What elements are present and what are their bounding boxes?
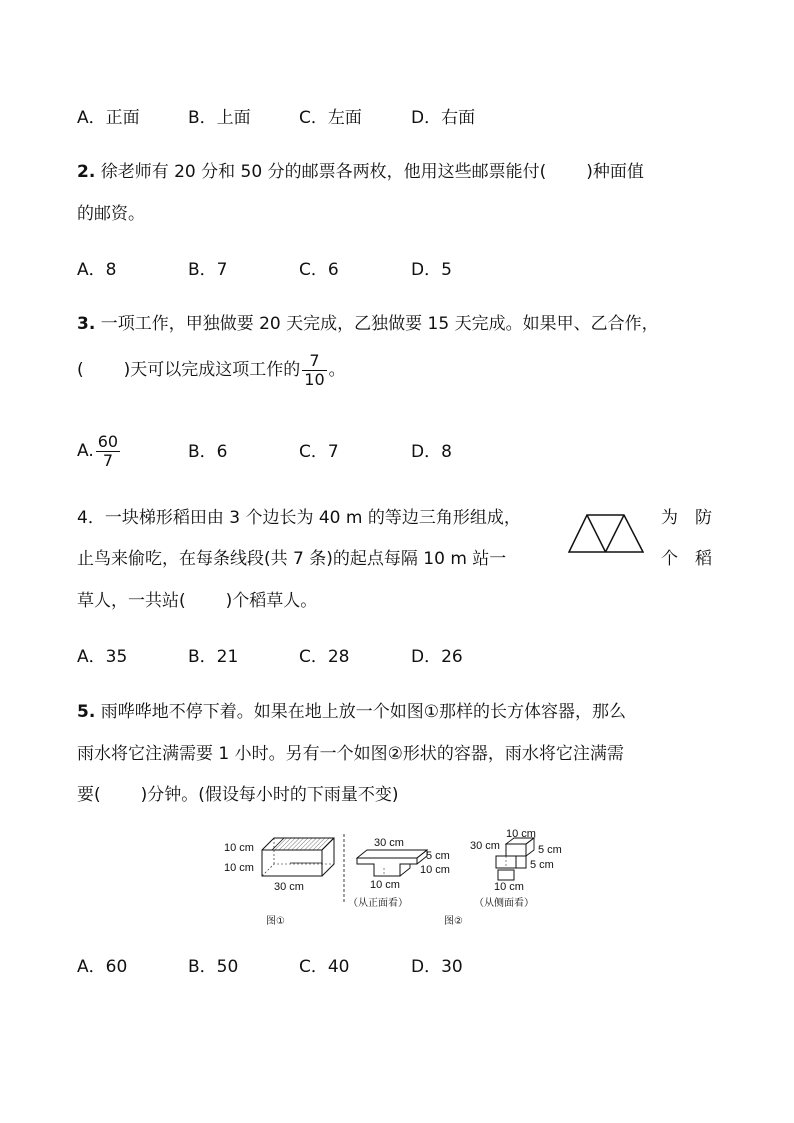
q3-text-2c: 。 [328,360,346,380]
q5-text-3b: )分钟。(假设每小时的下雨量不变) [140,785,399,805]
q5-option-a: A．60 [77,957,128,977]
fig1-label-left: 10 cm [224,862,254,874]
q3-option-a-numerator: 60 [97,431,119,451]
q4-text-2-end: 个 稻 [661,549,712,569]
q4-option-a: A．35 [77,647,128,667]
q2-option-c: C．6 [299,260,339,280]
q2-number: 2. [77,162,96,182]
q1-option-b: B．上面 [188,108,251,128]
q5-number: 5. [77,702,96,722]
q3-text-2a: ( [77,360,84,380]
q4-text-1-end: 为 防 [661,508,712,528]
q3-text-1: 一项工作，甲独做要 20 天完成，乙独做要 15 天完成。如果甲、乙合作， [100,314,659,334]
q5-text-2: 雨水将它注满需要 1 小时。另有一个如图②形状的容器，雨水将它注满需 [77,744,624,764]
q5-text-3a: 要( [77,785,101,805]
q4-number: 4． [77,508,105,528]
q5-option-d: D．30 [411,957,463,977]
figure-2-side-view [496,838,534,880]
fig1-label-bottom: 30 cm [274,881,304,893]
q3-fraction-numerator: 7 [309,350,320,370]
q1-option-d: D．右面 [411,108,476,128]
container-figures [222,826,572,930]
q2-option-b: B．7 [188,260,228,280]
front-label-bottom: 10 cm [370,879,400,891]
trapezoid-field-figure [568,513,644,553]
side-view-caption: （从侧面看） [474,898,534,909]
q2-option-d: D．5 [411,260,452,280]
q4-text-3a: 草人，一共站( [77,591,186,611]
q3-option-a-fraction [96,433,120,470]
q2-text-1a: 徐老师有 20 分和 50 分的邮票各两枚，他用这些邮票能付( [100,162,547,182]
q1-option-c: C．左面 [299,108,362,128]
q2-option-a: A．8 [77,260,117,280]
q4-option-d: D．26 [411,647,463,667]
fig1-label-top: 10 cm [224,842,254,854]
fig2-caption: 图② [444,916,463,927]
q3-fraction [302,352,326,389]
q4-text-1: 一块梯形稻田由 3 个边长为 40 m 的等边三角形组成， [104,508,521,528]
q5-text-1: 雨哗哗地不停下着。如果在地上放一个如图①那样的长方体容器，那么 [100,702,626,722]
front-label-top: 30 cm [374,837,404,849]
figure-2-front-view [357,850,427,876]
side-label-r2: 5 cm [530,859,554,871]
side-label-bottom: 10 cm [494,881,524,893]
q4-text-3b: )个稻草人。 [225,591,318,611]
side-label-r1: 5 cm [538,844,562,856]
q4-text-2: 止鸟来偷吃，在每条线段(共 7 条)的起点每隔 10 m 站一 [77,549,507,569]
q3-option-a [77,428,122,474]
q1-option-a: A．正面 [77,108,140,128]
front-view-caption: （从正面看） [348,898,408,909]
q3-option-d: D．8 [411,442,452,462]
q4-option-b: B．21 [188,647,239,667]
side-label-top: 10 cm [506,828,536,840]
side-label-left: 30 cm [470,840,500,852]
q5-option-b: B．50 [188,957,239,977]
q2-text-1b: )种面值 [586,162,644,182]
q3-fraction-denominator: 10 [304,369,325,389]
front-label-r2: 10 cm [420,864,450,876]
q3-option-b: B．6 [188,442,228,462]
q3-number: 3. [77,314,96,334]
q3-option-c: C．7 [299,442,339,462]
q4-option-c: C．28 [299,647,350,667]
front-label-r1: 5 cm [426,850,450,862]
q3-option-a-denominator: 7 [96,451,120,470]
figure-1-cuboid [262,838,334,876]
q5-option-c: C．40 [299,957,350,977]
q3-text-2b: )天可以完成这项工作的 [123,360,301,380]
q2-text-2: 的邮资。 [77,204,145,224]
q3-option-a-prefix: A. [77,441,94,461]
fig1-caption: 图① [266,916,285,927]
